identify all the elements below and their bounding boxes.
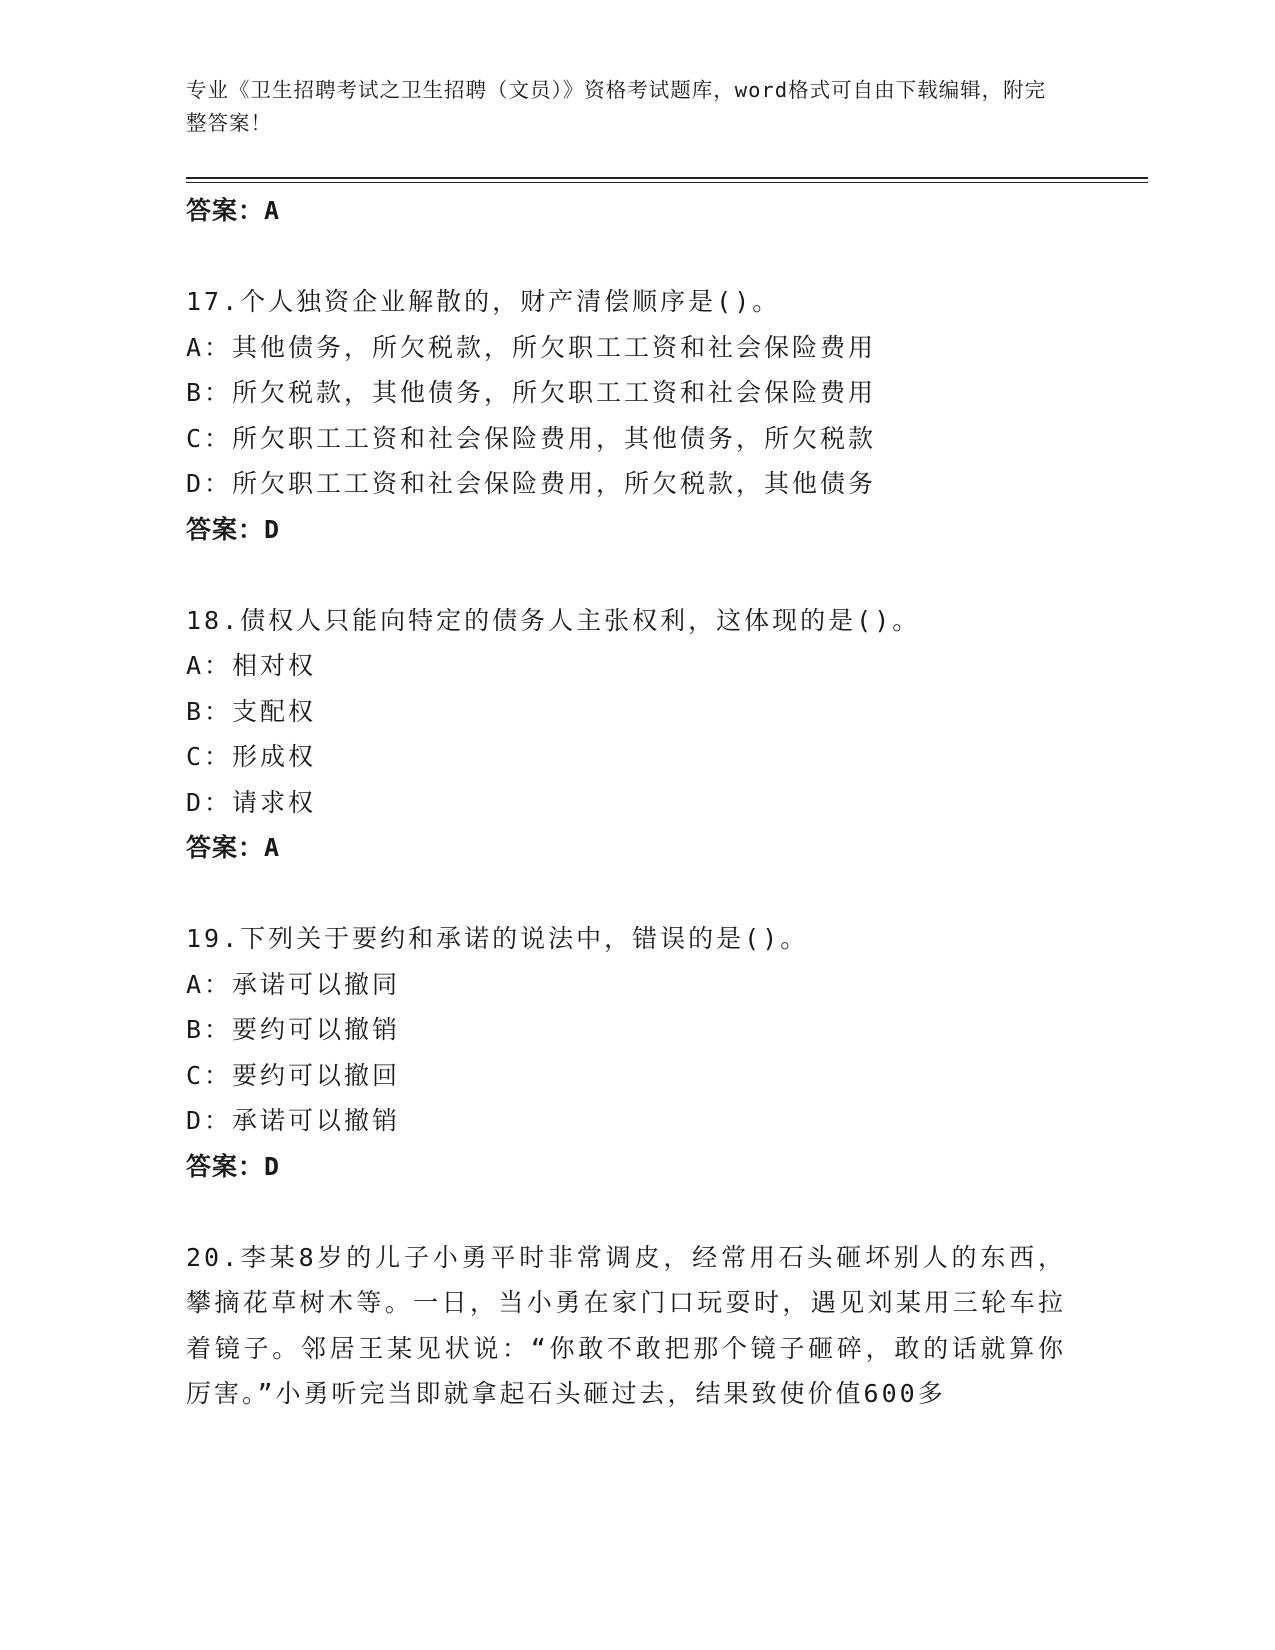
answer-16: 答案：A (186, 196, 281, 225)
question-list (186, 188, 1086, 1417)
document-header (186, 74, 1066, 140)
option-c: C：要约可以撤回 (186, 1060, 401, 1090)
option-d: D：承诺可以撤销 (186, 1106, 401, 1135)
question-19 (186, 916, 1086, 1189)
answer: 答案：D (186, 514, 281, 544)
question-stem: 18.债权人只能向特定的债务人主张权利，这体现的是()。 (186, 605, 921, 635)
option-a: A：其他债务，所欠税款，所欠职工工资和社会保险费用 (186, 332, 877, 362)
header-rule-thick (186, 177, 1148, 179)
question-stem: 17.个人独资企业解散的，财产清偿顺序是()。 (186, 287, 781, 316)
spacer (186, 552, 1086, 598)
spacer (186, 871, 1086, 917)
question-stem: 19.下列关于要约和承诺的说法中，错误的是()。 (186, 924, 809, 953)
header-text: 专业《卫生招聘考试之卫生招聘（文员）》资格考试题库，word格式可自由下载编辑，附完整答案！ (186, 78, 1047, 135)
answer: 答案：A (186, 833, 281, 862)
option-b: B：支配权 (186, 696, 317, 726)
question-20: 20.李某8岁的儿子小勇平时非常调皮，经常用石头砸坏别人的东西，攀摘花草树木等。一日，当小勇在家门口玩耍时，遇见刘某用三轮车拉着镜子。邻居王某见状说：“你敢不敢把那个镜子砸碎，敢的话就算你厉害。”小勇听完当即就拿起石头砸过去，结果致使价值600多 (186, 1242, 1066, 1408)
answer: 答案：D (186, 1151, 281, 1181)
option-d: D：所欠职工工资和社会保险费用，所欠税款，其他债务 (186, 469, 877, 498)
question-18 (186, 598, 1086, 871)
option-d: D：请求权 (186, 787, 317, 817)
option-b: B：要约可以撤销 (186, 1015, 401, 1044)
option-c: C：形成权 (186, 742, 317, 771)
option-a: A：相对权 (186, 651, 317, 680)
option-c: C：所欠职工工资和社会保险费用，其他债务，所欠税款 (186, 423, 877, 453)
option-b: B：所欠税款，其他债务，所欠职工工资和社会保险费用 (186, 378, 877, 407)
option-a: A：承诺可以撤同 (186, 969, 401, 999)
spacer (186, 1189, 1086, 1235)
question-17 (186, 279, 1086, 552)
spacer (186, 234, 1086, 280)
header-rule-thin (186, 182, 1148, 183)
